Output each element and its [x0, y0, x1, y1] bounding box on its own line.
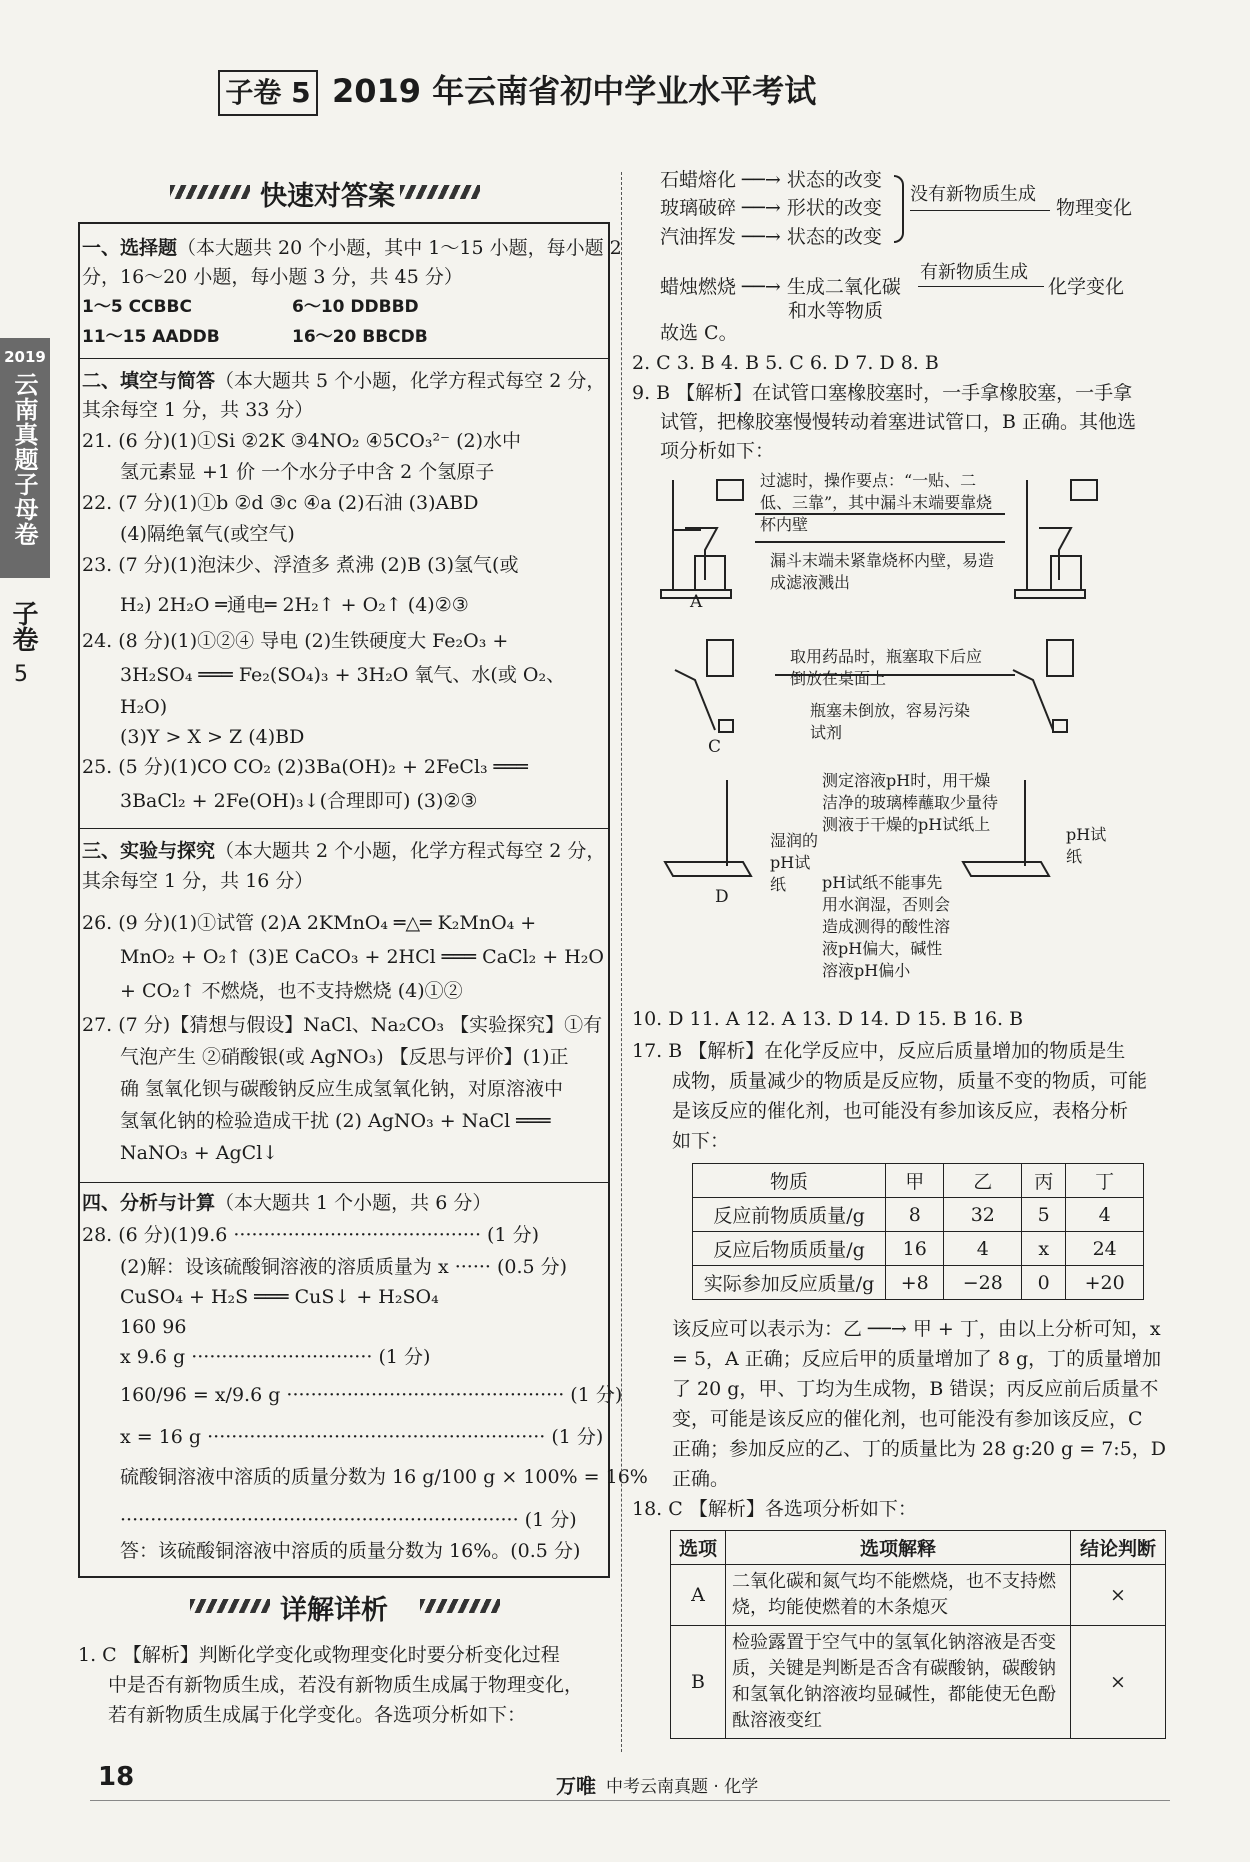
table-header: 乙 — [944, 1164, 1022, 1198]
section-3-header: 三、实验与探究（本大题共 2 个小题，化学方程式每空 2 分， — [82, 840, 606, 862]
s4-line: 160 96 — [120, 1316, 187, 1338]
figure-a-top: 过滤时，操作要点：“一贴、二低、三靠”，其中漏斗末端要靠烧杯内壁 — [760, 471, 993, 534]
page-title: 2019 年云南省初中学业水平考试 — [332, 72, 817, 110]
s4-line: 硫酸铜溶液中溶质的质量分数为 16 g/100 g × 100% = 16% — [120, 1466, 648, 1488]
table-row: 反应后物质质量/g 16 4 x 24 — [693, 1232, 1144, 1266]
s3-line: 氢氧化钠的检验造成干扰 (2) AgNO₃ + NaCl ═══ — [120, 1110, 551, 1132]
side-tab-series: 云南真题子母卷 — [10, 372, 38, 547]
footer-brand: 万唯 — [556, 1774, 596, 1798]
s2-line: 氢元素显 +1 价 一个水分子中含 2 个氢原子 — [120, 461, 495, 483]
section-2-desc: 其余每空 1 分，共 33 分） — [82, 399, 314, 421]
q17-line: 是该反应的催化剂，也可能没有参加该反应，表格分析 — [672, 1100, 1129, 1122]
table-header: 丁 — [1066, 1164, 1144, 1198]
s2-line: 3BaCl₂ + 2Fe(OH)₃↓(合理即可) (3)②③ — [120, 790, 478, 812]
s4-line: ·································································· (1 分) — [120, 1509, 577, 1531]
figure-a-label: A — [690, 592, 703, 612]
side-tab-num: 5 — [14, 662, 28, 687]
q18-line: 18. C 【解析】各选项分析如下： — [632, 1498, 917, 1520]
figure-d-right-label: pH试纸 — [1066, 825, 1107, 866]
s2-line: 24. (8 分)(1)①②④ 导电 (2)生铁硬度大 Fe₂O₃ + — [82, 630, 509, 652]
s4-line: 28. (6 分)(1)9.6 ········································· (1 分) — [82, 1224, 539, 1246]
q17b-line: 变，可能是该反应的催化剂，也可能没有参加该反应，C — [672, 1408, 1143, 1430]
figure-d-bottom: pH试纸不能事先用水润湿，否则会造成测得的酸性溶液pH偏大，碱性溶液pH偏小 — [822, 873, 951, 980]
table-header: 选项解释 — [726, 1531, 1071, 1565]
s2-line: 3H₂SO₄ ═══ Fe₂(SO₄)₃ + 3H₂O 氧气、水(或 O₂、 — [120, 664, 566, 686]
s4-line: CuSO₄ + H₂S ═══ CuS↓ + H₂SO₄ — [120, 1286, 439, 1308]
section-1-desc: 分，16～20 小题，每小题 3 分，共 45 分） — [82, 266, 463, 288]
side-tab-year: 2019 — [4, 348, 46, 366]
q17b-line: 正确；参加反应的乙、丁的质量比为 28 g:20 g = 7:5，D — [672, 1438, 1167, 1460]
figure-c-label: C — [708, 737, 722, 757]
figure-d-left-label: 湿润的pH试纸 — [770, 831, 819, 894]
answer-10-16: 10. D 11. A 12. A 13. D 14. D 15. B 16. B — [632, 1008, 1024, 1030]
q9-line: 项分析如下： — [660, 440, 775, 462]
table-row: 实际参加反应质量/g +8 −28 0 +20 — [693, 1266, 1144, 1300]
detail-heading: 详解详析 — [190, 1588, 520, 1624]
s2-line: (3)Y > X > Z (4)BD — [120, 726, 305, 748]
flow-row: 蜡烛燃烧 ──→ 生成二氧化碳 — [660, 276, 901, 298]
flow-row: 石蜡熔化 ──→ 状态的改变 — [660, 169, 882, 191]
section-1-header: 一、选择题（本大题共 20 个小题，其中 1～15 小题，每小题 2 — [82, 237, 622, 259]
flow-note-1: 没有新物质生成 — [910, 184, 1036, 205]
flow-row: 汽油挥发 ──→ 状态的改变 — [660, 226, 882, 248]
table-18 — [670, 1530, 1166, 1739]
s2-line: H₂O) — [120, 696, 168, 718]
table-header: 物质 — [693, 1164, 886, 1198]
s4-line: x = 16 g ························································ (1 分) — [120, 1426, 604, 1448]
flow-row: 和水等物质 — [788, 300, 884, 322]
s2-line: 21. (6 分)(1)①Si ②2K ③4NO₂ ④5CO₃²⁻ (2)水中 — [82, 430, 522, 452]
table-row: B 检验露置于空气中的氢氧化钠溶液是否变质，关键是判断是否含有碳酸钠，碳酸钠和氢氧化钠溶液均显碱性，都能使无色酚酞溶液变红 × — [671, 1626, 1166, 1739]
table-header: 结论判断 — [1071, 1531, 1166, 1565]
s4-line: 160/96 = x/9.6 g ·············································· (1 分) — [120, 1384, 623, 1406]
table-17 — [692, 1163, 1144, 1300]
section-3-desc: 其余每空 1 分，共 16 分） — [82, 870, 314, 892]
s3-line: 确 氢氧化钡与碳酸钠反应生成氢氧化钠，对原溶液中 — [120, 1078, 564, 1100]
detail-q1: 1. C 【解析】判断化学变化或物理变化时要分析变化过程 — [78, 1644, 560, 1666]
section-4-header: 四、分析与计算（本大题共 1 个小题，共 6 分） — [82, 1192, 492, 1214]
q17b-line: 正确。 — [672, 1468, 730, 1490]
q17b-line: 该反应可以表示为：乙 ──→ 甲 + 丁，由以上分析可知，x — [672, 1318, 1161, 1340]
q9-line: 试管，把橡胶塞慢慢转动着塞进试管口，B 正确。其他选 — [660, 411, 1137, 433]
s2-line: 22. (7 分)(1)①b ②d ③c ④a (2)石油 (3)ABD — [82, 492, 479, 514]
s3-line: + CO₂↑ 不燃烧，也不支持燃烧 (4)①② — [120, 980, 463, 1002]
divider — [78, 358, 608, 359]
s3-line: 26. (9 分)(1)①试管 (2)A 2KMnO₄ ═△═ K₂MnO₄ + — [82, 912, 537, 934]
s2-line: 25. (5 分)(1)CO CO₂ (2)3Ba(OH)₂ + 2FeCl₃ ═══ — [82, 756, 528, 778]
side-tab-sub: 子卷 — [8, 600, 38, 652]
arrow — [918, 286, 1044, 287]
s3-line: 气泡产生 ②硝酸银(或 AgNO₃) 【反思与评价】(1)正 — [120, 1046, 569, 1068]
q17-line: 17. B 【解析】在化学反应中，反应后质量增加的物质是生 — [632, 1040, 1126, 1062]
figure-c-top: 取用药品时，瓶塞取下后应倒放在桌面上 — [790, 647, 983, 688]
q9-line: 9. B 【解析】在试管口塞橡胶塞时，一手拿橡胶塞，一手拿 — [632, 382, 1133, 404]
section-2-header: 二、填空与简答（本大题共 5 个小题，化学方程式每空 2 分， — [82, 370, 606, 392]
header-tag: 子卷 5 — [218, 70, 318, 116]
flow-result-1: 物理变化 — [1056, 197, 1133, 219]
s3-line: NaNO₃ + AgCl↓ — [120, 1142, 279, 1164]
flow-note-2: 有新物质生成 — [920, 262, 1028, 283]
q17b-line: 了 20 g，甲、丁均为生成物，B 错误；丙反应前后质量不 — [672, 1378, 1159, 1400]
arrow — [910, 210, 1050, 211]
s2-line: (4)隔绝氧气(或空气) — [120, 523, 295, 545]
q17-line: 如下： — [672, 1130, 730, 1152]
table-header: 选项 — [671, 1531, 726, 1565]
q17b-line: = 5，A 正确；反应后甲的质量增加了 8 g，丁的质量增加 — [672, 1348, 1162, 1370]
figure-d-top: 测定溶液pH时，用干燥洁净的玻璃棒蘸取少量待测液于干燥的pH试纸上 — [822, 771, 999, 834]
answer-16-20: 16～20 BBCDB — [292, 327, 428, 347]
figure-c-bottom: 瓶塞未倒放，容易污染试剂 — [810, 701, 971, 742]
detail-q1: 中是否有新物质生成，若没有新物质生成属于物理变化， — [108, 1674, 584, 1696]
s3-line: MnO₂ + O₂↑ (3)E CaCO₃ + 2HCl ═══ CaCl₂ + H₂O — [120, 946, 604, 968]
table-header: 丙 — [1022, 1164, 1066, 1198]
detail-q1: 若有新物质生成属于化学变化。各选项分析如下： — [108, 1704, 527, 1726]
answer-2-8: 2. C 3. B 4. B 5. C 6. D 7. D 8. B — [632, 352, 939, 374]
column-divider — [621, 172, 622, 1752]
figure-a-bottom: 漏斗末端未紧靠烧杯内壁，易造成滤液溅出 — [770, 551, 995, 592]
table-row: 反应前物质质量/g 8 32 5 4 — [693, 1198, 1144, 1232]
s2-line: H₂) 2H₂O ═通电═ 2H₂↑ + O₂↑ (4)②③ — [120, 594, 469, 616]
s4-line: x 9.6 g ······························ (1 分) — [120, 1346, 431, 1368]
table-row: A 二氧化碳和氮气均不能燃烧，也不支持燃烧，均能使燃着的木条熄灭 × — [671, 1565, 1166, 1626]
s4-line: 答：该硫酸铜溶液中溶质的质量分数为 16%。(0.5 分) — [120, 1540, 581, 1562]
page-number: 18 — [98, 1762, 135, 1792]
answer-6-10: 6～10 DDBBD — [292, 297, 419, 317]
footer-text: 中考云南真题 · 化学 — [606, 1777, 759, 1797]
footer-line — [90, 1800, 1170, 1801]
figure-d-label: D — [715, 887, 729, 907]
table-header: 甲 — [886, 1164, 944, 1198]
quick-heading: 快速对答案 — [170, 174, 480, 210]
divider — [78, 1182, 608, 1183]
s2-line: 23. (7 分)(1)泡沫少、浮渣多 煮沸 (2)B (3)氢气(或 — [82, 554, 519, 576]
divider — [78, 828, 608, 829]
s3-line: 27. (7 分)【猜想与假设】NaCl、Na₂CO₃ 【实验探究】①有 — [82, 1014, 603, 1036]
s4-line: (2)解：设该硫酸铜溶液的溶质质量为 x ······ (0.5 分) — [120, 1256, 568, 1278]
flow-row: 玻璃破碎 ──→ 形状的改变 — [660, 197, 882, 219]
brace — [894, 175, 904, 243]
conclusion: 故选 C。 — [660, 322, 738, 344]
answer-11-15: 11～15 AADDB — [82, 327, 220, 347]
flow-result-2: 化学变化 — [1048, 276, 1125, 298]
q17-line: 成物，质量减少的物质是反应物，质量不变的物质，可能 — [672, 1070, 1148, 1092]
answer-1-5: 1～5 CCBBC — [82, 297, 192, 317]
